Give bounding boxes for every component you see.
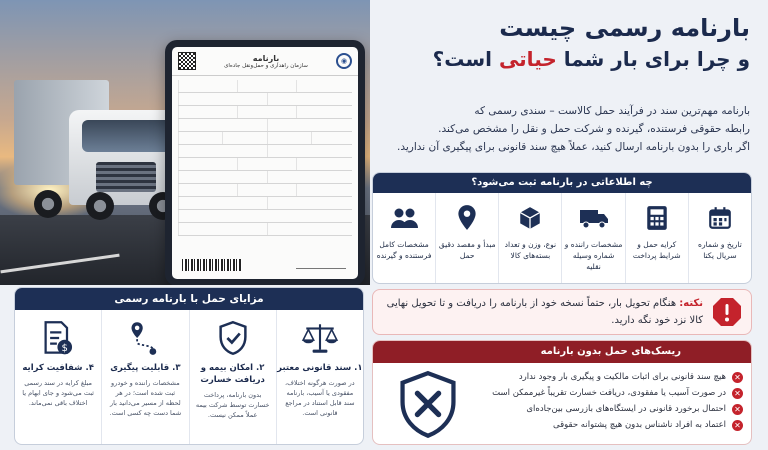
x-circle-icon: ✕ — [732, 372, 743, 383]
hero-image — [0, 0, 370, 285]
x-circle-icon: ✕ — [732, 388, 743, 399]
alert-icon — [711, 295, 743, 329]
risk-item — [489, 417, 743, 433]
calculator-icon — [642, 203, 672, 233]
risk-text: اعتماد به افراد ناشناس بدون هیچ پشتوانه حقوقی — [553, 420, 726, 430]
benefits-panel — [14, 287, 364, 445]
info-item-label: کرایه حمل و شرایط پرداخت — [632, 240, 681, 260]
document-form — [172, 76, 358, 240]
invoice-icon — [38, 318, 78, 358]
box-icon — [515, 203, 545, 233]
benefits-heading: مزایای حمل با بارنامه رسمی — [15, 288, 363, 310]
info-item-driver — [561, 193, 624, 284]
risk-text: در صورت آسیب یا مفقودی، دریافت خسارت تقریباً غیرممکن است — [492, 388, 726, 398]
intro-paragraph — [358, 102, 750, 156]
note-body: هنگام تحویل بار، حتماً نسخه خود از بارنامه را دریافت و تا تحویل نهایی کالا نزد خود نگه دارید. — [386, 298, 703, 326]
shield-check-icon — [213, 318, 253, 358]
benefit-fare-transparency — [15, 310, 101, 445]
x-circle-icon: ✕ — [732, 420, 743, 431]
page-title — [380, 12, 750, 74]
info-item-cargo — [498, 193, 561, 284]
shield-x-icon — [373, 363, 483, 445]
benefit-title: ۱. سند قانونی معتبر — [277, 363, 363, 373]
benefit-description: مبلغ کرایه در سند رسمی ثبت می‌شود و جای ابهام یا اختلاف باقی نمی‌ماند. — [22, 379, 94, 407]
truck-windshield — [82, 120, 172, 152]
title-line-2-start: و چرا برای بار شما — [556, 47, 750, 71]
info-item-parties — [373, 193, 435, 284]
benefit-description: مشخصات راننده و خودرو ثبت شده است؛ در هر لحظه از مسیر می‌دانید بار شما دست چه کسی است. — [109, 379, 182, 417]
info-item-label: نوع، وزن و تعداد بسته‌های کالا — [504, 240, 557, 260]
benefit-title: ۲. امکان بیمه و دریافت خسارت — [200, 363, 265, 385]
risk-item — [489, 369, 743, 385]
intro-line: رابطه حقوقی فرستنده، گیرنده و شرکت حمل و نقل را مشخص می‌کند. — [438, 123, 750, 135]
intro-line: بارنامه مهم‌ترین سند در فرآیند حمل کالاست – سندی رسمی که — [474, 105, 750, 117]
document-header — [172, 47, 358, 76]
risk-text: احتمال برخورد قانونی در ایستگاه‌های بازرسی بین‌جاده‌ای — [526, 404, 726, 414]
info-panel-heading: چه اطلاعاتی در بارنامه ثبت می‌شود؟ — [373, 173, 751, 193]
organization-logo-icon: ◉ — [336, 53, 352, 69]
truck-wheel — [34, 190, 62, 218]
calendar-icon — [705, 203, 735, 233]
info-item-fare — [625, 193, 688, 284]
title-line-2 — [380, 44, 750, 74]
info-item-label: مبدأ و مقصد دقیق حمل — [438, 240, 496, 260]
intro-line: اگر باری را بدون بارنامه ارسال کنید، عملاً هیچ سند قانونی برای پیگیری آن ندارید. — [396, 141, 750, 153]
document-title: بارنامه — [252, 53, 280, 63]
info-item-label: تاریخ و شماره سریال یکتا — [698, 240, 742, 260]
risk-item — [489, 401, 743, 417]
truck-icon — [579, 203, 609, 233]
risk-text: هیچ سند قانونی برای اثبات مالکیت و پیگیری بار وجود ندارد — [518, 372, 726, 382]
waybill-document — [172, 47, 358, 279]
scales-icon — [300, 318, 340, 358]
route-icon — [125, 318, 165, 358]
title-line-2-end: است؟ — [432, 47, 499, 71]
info-items — [373, 193, 751, 284]
x-circle-icon: ✕ — [732, 404, 743, 415]
benefit-items — [15, 310, 363, 445]
qr-code-icon — [178, 52, 196, 70]
benefit-legal-document — [276, 310, 363, 445]
title-line-1: بارنامه رسمی چیست — [499, 14, 750, 42]
info-item-route — [435, 193, 498, 284]
note-box — [372, 289, 752, 335]
truck-illustration — [14, 80, 179, 220]
info-panel — [372, 172, 752, 284]
svg-text:$: $ — [61, 342, 69, 354]
benefit-insurance — [189, 310, 276, 445]
benefit-description: بدون بارنامه، پرداخت خسارت توسط شرکت بیمه عملاً ممکن نیست. — [195, 391, 270, 419]
benefit-title: ۴. شفافیت کرایه — [22, 363, 94, 373]
users-icon — [389, 203, 419, 233]
benefit-description: در صورت هرگونه اختلاف، مفقودی یا آسیب، بارنامه سند قابل استناد در مراجع قانونی است. — [285, 379, 355, 417]
document-subtitle: سازمان راهداری و حمل‌ونقل جاده‌ای — [224, 62, 308, 69]
location-pin-icon — [452, 203, 482, 233]
info-item-label: مشخصات راننده و شماره وسیله نقلیه — [564, 240, 623, 271]
risk-item — [489, 385, 743, 401]
risks-body — [373, 363, 751, 445]
barcode-icon — [182, 259, 242, 271]
note-text — [373, 295, 703, 329]
signature-line — [296, 259, 346, 269]
benefit-tracking — [101, 310, 188, 445]
info-item-label: مشخصات کامل فرستنده و گیرنده — [376, 240, 432, 260]
tablet-device — [165, 40, 365, 285]
document-title-block — [224, 54, 308, 69]
truck-grille — [96, 162, 156, 192]
benefit-title: ۳. قابلیت پیگیری — [110, 363, 181, 373]
note-keyword: نکته: — [679, 298, 703, 309]
risk-list — [483, 363, 751, 445]
risks-panel — [372, 340, 752, 445]
info-item-date-serial — [688, 193, 751, 284]
truck-wheel — [86, 192, 114, 220]
title-highlight: حیاتی — [498, 47, 557, 71]
risks-heading: ریسک‌های حمل بدون بارنامه — [373, 341, 751, 363]
